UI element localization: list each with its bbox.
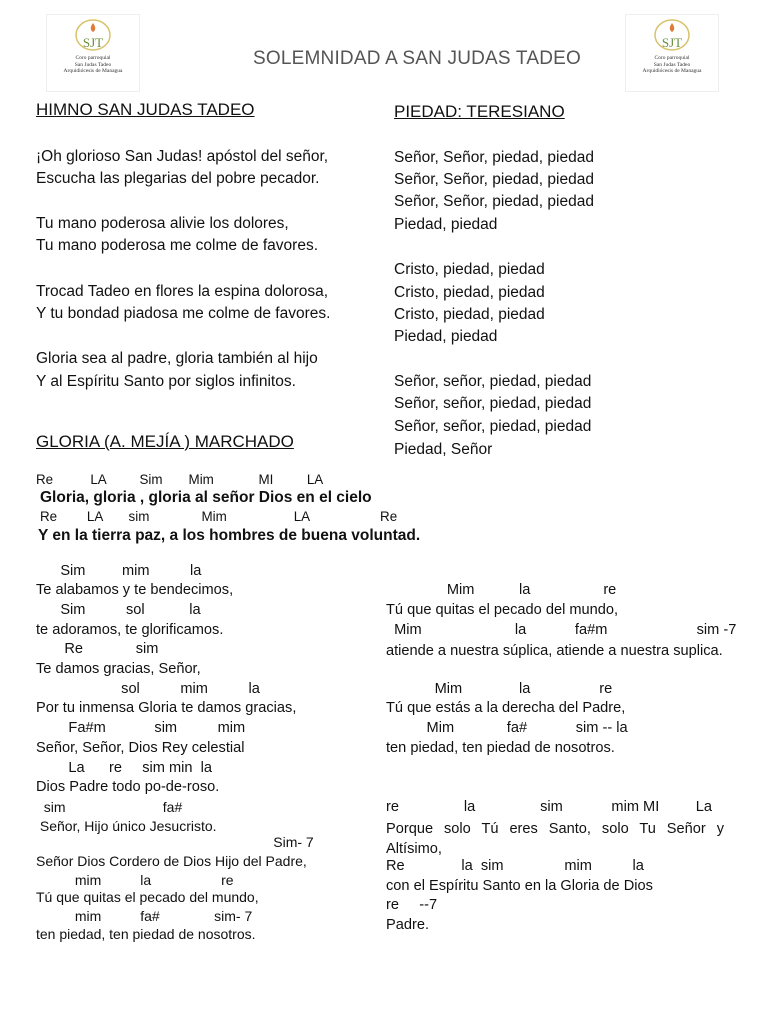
chord-line: Re LA sim Mim LA Re — [40, 509, 398, 524]
chord-line: Re sim — [36, 641, 159, 657]
lyric-line: Padre. — [386, 917, 429, 933]
himno-line: Tu mano poderosa me colme de favores. — [36, 237, 319, 254]
piedad-line: Señor, señor, piedad, piedad — [394, 373, 592, 390]
logo-caption-line: Arquidiócesis de Managua — [642, 68, 702, 74]
lyric-line: Porque solo Tú eres Santo, solo Tu Señor y Altísimo, — [386, 821, 724, 857]
chord-line: re la sim mim MI La — [386, 799, 712, 815]
himno-line: ¡Oh glorioso San Judas! apóstol del señor, — [36, 148, 329, 165]
piedad-line: Cristo, piedad, piedad — [394, 261, 545, 278]
svg-text:SJT: SJT — [661, 35, 683, 50]
logo-caption-line: Coro parroquial — [654, 55, 690, 61]
chord-line: mim la re — [36, 872, 234, 888]
lyric-line: ten piedad, ten piedad de nosotros. — [36, 926, 256, 942]
piedad-line: Piedad, piedad — [394, 328, 498, 345]
lyric-line: Señor Dios Cordero de Dios Hijo del Padre, — [36, 853, 307, 869]
logo-caption-line: Arquidiócesis de Managua — [63, 68, 123, 74]
piedad-line: Señor, señor, piedad, piedad — [394, 395, 592, 412]
parish-seal-icon — [652, 19, 692, 55]
piedad-line: Cristo, piedad, piedad — [394, 306, 545, 323]
chord-line: Mim la re — [386, 681, 613, 697]
lyric-line: ten piedad, ten piedad de nosotros. — [386, 740, 615, 756]
lyric-line: Tú que quitas el pecado del mundo, — [386, 602, 619, 618]
lyric-line: Señor, Señor, Dios Rey celestial — [36, 740, 245, 756]
chord-line: Mim fa# sim -- la — [386, 720, 628, 736]
chord-line: mim fa# sim- 7 — [36, 908, 253, 924]
himno-line: Tu mano poderosa alivie los dolores, — [36, 215, 289, 232]
chord-line: Re la sim mim la — [386, 858, 644, 874]
lyric-line: Te alabamos y te bendecimos, — [36, 582, 234, 598]
parish-logo-left — [46, 14, 140, 92]
lyric-line: Gloria, gloria , gloria al señor Dios en el cielo — [40, 489, 372, 506]
himno-line: Y tu bondad piadosa me colme de favores. — [36, 305, 331, 322]
chord-line: Sim- 7 — [36, 834, 314, 850]
logo-caption-line: San Judas Tadeo — [653, 61, 691, 68]
gloria-heading: GLORIA (A. MEJÍA ) MARCHADO — [36, 432, 294, 451]
himno-heading: HIMNO SAN JUDAS TADEO — [36, 100, 255, 119]
chord-line: re --7 — [386, 897, 438, 913]
chord-line: Fa#m sim mim — [36, 720, 246, 736]
lyric-line: Te damos gracias, Señor, — [36, 661, 201, 677]
lyric-line: Señor, Hijo único Jesucristo. — [36, 818, 217, 834]
himno-line: Y al Espíritu Santo por siglos infinitos. — [36, 373, 296, 390]
piedad-line: Señor, Señor, piedad, piedad — [394, 171, 594, 188]
lyric-line: con el Espíritu Santo en la Gloria de Dios — [386, 878, 653, 894]
himno-line: Gloria sea al padre, gloria también al hijo — [36, 350, 318, 367]
piedad-line: Piedad, Señor — [394, 441, 493, 458]
lyric-line: Tú que estás a la derecha del Padre, — [386, 700, 626, 716]
piedad-line: Cristo, piedad, piedad — [394, 284, 545, 301]
logo-caption-line: San Judas Tadeo — [74, 61, 112, 68]
chord-line: Mim la re — [386, 582, 617, 598]
page-title: SOLEMNIDAD A SAN JUDAS TADEO — [253, 48, 581, 69]
chord-line: La re sim min la — [36, 760, 212, 776]
svg-text:SJT: SJT — [82, 35, 104, 50]
parish-logo-right — [625, 14, 719, 92]
chord-line: Re LA Sim Mim MI LA — [36, 472, 324, 487]
piedad-line: Señor, Señor, piedad, piedad — [394, 193, 594, 210]
chord-line: Mim la fa#m sim -7 — [386, 622, 737, 638]
lyric-line: Y en la tierra paz, a los hombres de buena voluntad. — [38, 527, 421, 544]
chord-line: sim fa# — [36, 799, 183, 815]
lyric-line: Por tu inmensa Gloria te damos gracias, — [36, 700, 297, 716]
logo-caption-line: Coro parroquial — [75, 55, 111, 61]
lyric-line: te adoramos, te glorificamos. — [36, 622, 224, 638]
himno-line: Escucha las plegarias del pobre pecador. — [36, 170, 320, 187]
piedad-line: Piedad, piedad — [394, 216, 498, 233]
piedad-line: Señor, señor, piedad, piedad — [394, 418, 592, 435]
piedad-line: Señor, Señor, piedad, piedad — [394, 149, 594, 166]
lyric-line: Dios Padre todo po-de-roso. — [36, 779, 220, 795]
lyric-line: atiende a nuestra súplica, atiende a nuestra suplica. — [386, 643, 723, 659]
parish-seal-icon — [73, 19, 113, 55]
piedad-heading: PIEDAD: TERESIANO — [394, 102, 565, 121]
chord-line: Sim mim la — [36, 563, 202, 579]
himno-line: Trocad Tadeo en flores la espina dolorosa, — [36, 283, 329, 300]
chord-line: sol mim la — [36, 681, 260, 697]
chord-line: Sim sol la — [36, 602, 201, 618]
lyric-line: Tú que quitas el pecado del mundo, — [36, 889, 259, 905]
